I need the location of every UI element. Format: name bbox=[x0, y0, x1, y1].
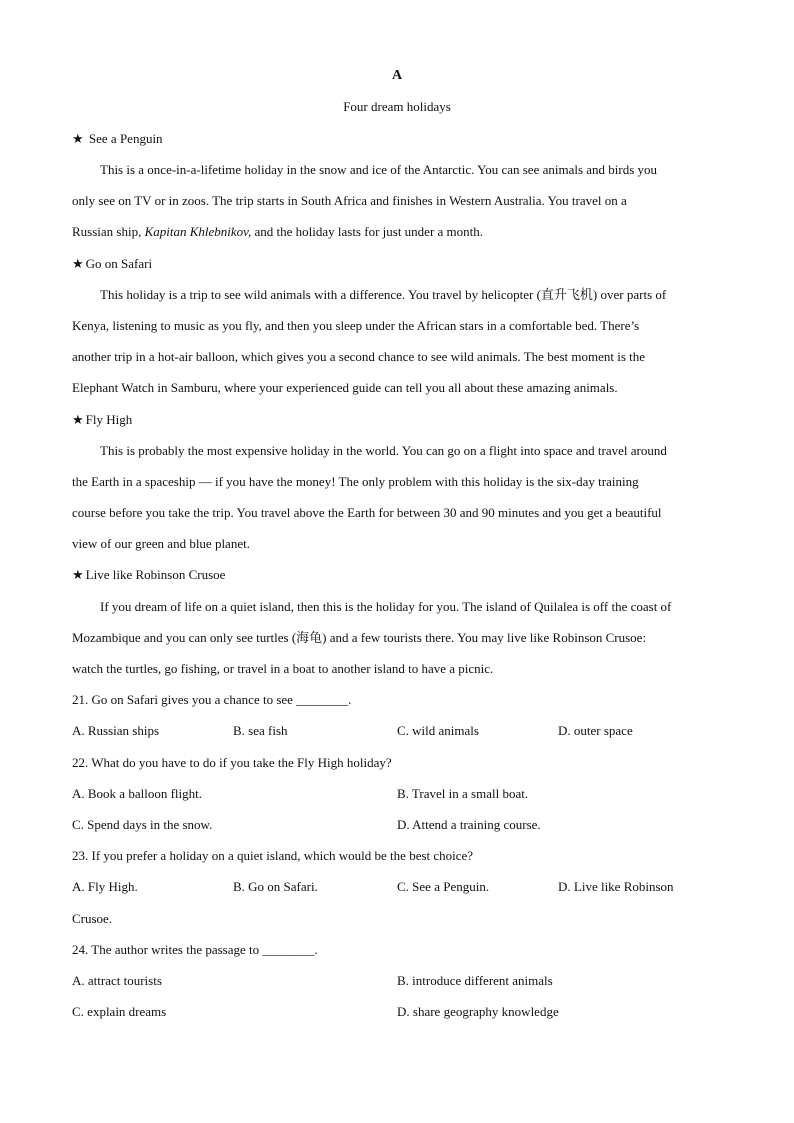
paragraph-line: Mozambique and you can only see turtles (海龟) and a few tourists there. You may live like Robinson Crusoe: bbox=[72, 630, 647, 645]
option-c[interactable]: C. Spend days in the snow. bbox=[72, 817, 213, 832]
paragraph-line: If you dream of life on a quiet island, then this is the holiday for you. The island of Quilalea is off the coast of bbox=[100, 599, 672, 614]
paragraph-line: only see on TV or in zoos. The trip starts in South Africa and finishes in Western Australia. You travel on a bbox=[72, 193, 627, 208]
question-21-stem: 21. Go on Safari gives you a chance to see ________. bbox=[72, 692, 352, 707]
star-icon: ★ bbox=[72, 568, 84, 583]
paragraph-line: course before you take the trip. You travel above the Earth for between 30 and 90 minutes and you get a beautiful bbox=[72, 505, 662, 520]
option-b[interactable]: B. Travel in a small boat. bbox=[397, 786, 529, 801]
option-a[interactable]: A. Russian ships bbox=[72, 723, 160, 738]
question-24-options-row1 bbox=[0, 973, 794, 989]
option-a[interactable]: A. Fly High. bbox=[72, 879, 138, 894]
option-d[interactable]: D. share geography knowledge bbox=[397, 1004, 559, 1019]
section-heading-fly-high: ★ Fly High bbox=[72, 412, 133, 428]
question-23-stem: 23. If you prefer a holiday on a quiet island, which would be the best choice? bbox=[72, 848, 474, 863]
section-heading-penguin: ★ See a Penguin bbox=[72, 131, 163, 147]
paragraph-line: another trip in a hot-air balloon, which gives you a second chance to see wild animals. The best moment is the bbox=[72, 349, 646, 364]
option-d[interactable]: D. outer space bbox=[558, 723, 633, 738]
option-c[interactable]: C. wild animals bbox=[397, 723, 479, 738]
paragraph-line: the Earth in a spaceship — if you have the money! The only problem with this holiday is the six-day training bbox=[72, 474, 639, 489]
option-b[interactable]: B. Go on Safari. bbox=[233, 879, 318, 894]
option-d[interactable]: D. Attend a training course. bbox=[397, 817, 541, 832]
question-22-stem: 22. What do you have to do if you take the Fly High holiday? bbox=[72, 755, 392, 770]
question-24-stem: 24. The author writes the passage to ________. bbox=[72, 942, 318, 957]
paragraph-line: This is probably the most expensive holiday in the world. You can go on a flight into space and travel around bbox=[100, 443, 667, 458]
option-a[interactable]: A. Book a balloon flight. bbox=[72, 786, 202, 801]
paragraph-line: view of our green and blue planet. bbox=[72, 536, 250, 551]
question-22-options-row1 bbox=[0, 786, 794, 802]
question-23-options bbox=[0, 879, 794, 895]
paragraph-line: Kenya, listening to music as you fly, and then you sleep under the African stars in a comfortable bed. There’s bbox=[72, 318, 640, 333]
option-d-continued: Crusoe. bbox=[72, 911, 113, 926]
question-24-options-row2 bbox=[0, 1004, 794, 1020]
passage-label: A bbox=[391, 68, 403, 83]
paragraph-line: Russian ship, Kapitan Khlebnikov, and the holiday lasts for just under a month. bbox=[72, 224, 484, 239]
paragraph-line: This holiday is a trip to see wild animals with a difference. You travel by helicopter (直升飞机) over parts of bbox=[100, 287, 667, 302]
star-icon: ★ bbox=[72, 413, 84, 428]
option-c[interactable]: C. explain dreams bbox=[72, 1004, 167, 1019]
star-icon: ★ bbox=[72, 257, 84, 272]
section-heading-safari: ★ Go on Safari bbox=[72, 256, 153, 272]
paragraph-line: This is a once-in-a-lifetime holiday in the snow and ice of the Antarctic. You can see animals and birds you bbox=[100, 162, 658, 177]
ship-name: Kapitan Khlebnikov, bbox=[144, 224, 252, 239]
passage-title: Four dream holidays bbox=[343, 99, 451, 114]
option-b[interactable]: B. sea fish bbox=[233, 723, 288, 738]
option-c[interactable]: C. See a Penguin. bbox=[397, 879, 490, 894]
paragraph-line: watch the turtles, go fishing, or travel in a boat to another island to have a picnic. bbox=[72, 661, 494, 676]
option-b[interactable]: B. introduce different animals bbox=[397, 973, 553, 988]
star-icon: ★ bbox=[72, 132, 84, 147]
question-22-options-row2 bbox=[0, 817, 794, 833]
section-heading-robinson: ★ Live like Robinson Crusoe bbox=[72, 567, 226, 583]
option-a[interactable]: A. attract tourists bbox=[72, 973, 162, 988]
option-d[interactable]: D. Live like Robinson bbox=[558, 879, 674, 894]
question-21-options bbox=[0, 723, 794, 739]
paragraph-line: Elephant Watch in Samburu, where your experienced guide can tell you all about these amazing animals. bbox=[72, 380, 618, 395]
